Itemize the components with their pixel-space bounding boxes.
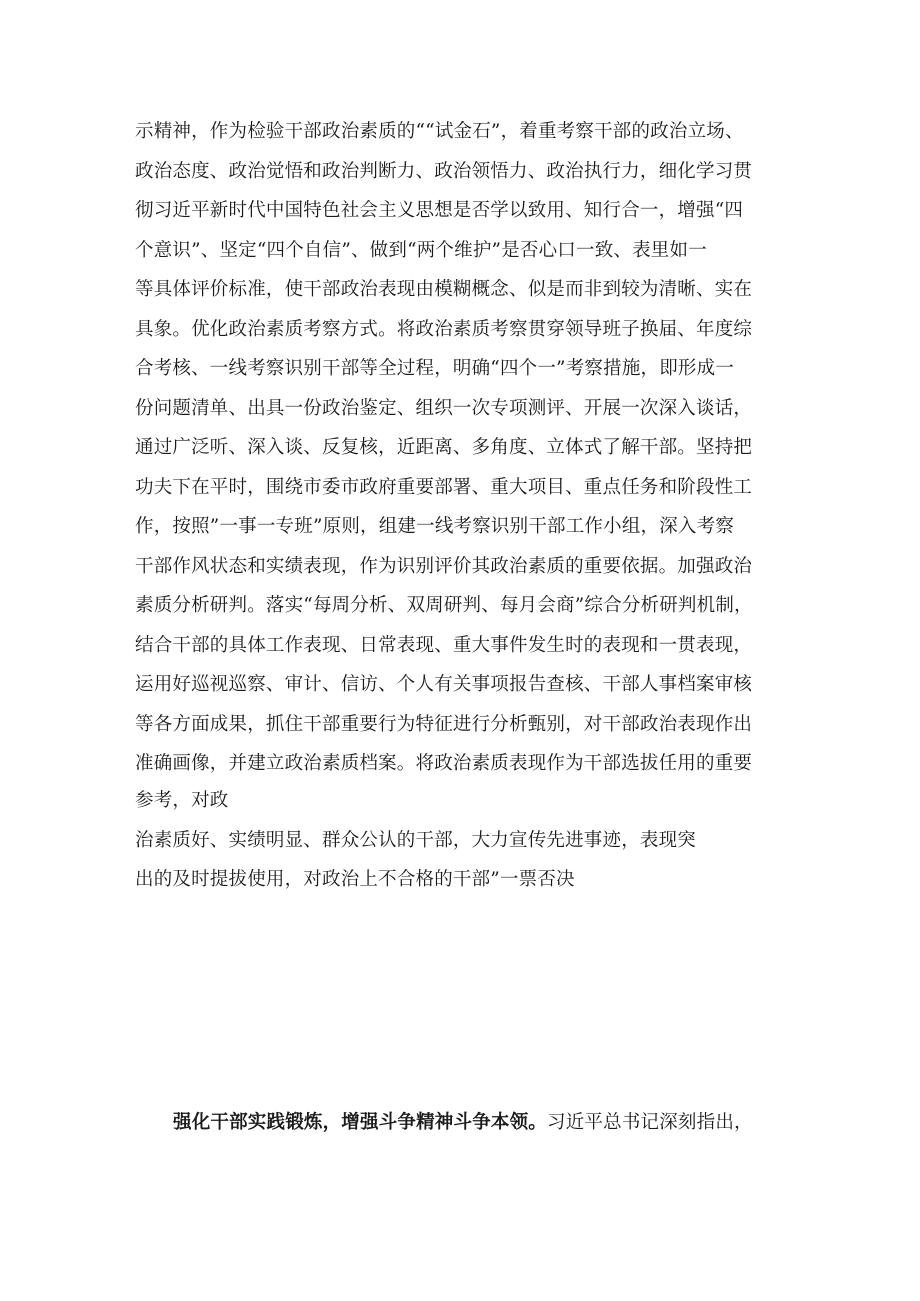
text-line: 个意识”、坚定“四个自信”、做到“两个维护”是否心口一致、表里如一 bbox=[135, 239, 707, 261]
paragraph-heading: 强化干部实践锻炼，增强斗争精神斗争本领。 bbox=[173, 1112, 548, 1133]
paragraph-text: 习近平总书记深刻指出， bbox=[547, 1112, 753, 1133]
text-line: 结合干部的具体工作表现、日常表现、重大事件发生时的表现和一贯表现， bbox=[135, 634, 753, 656]
text-line: 治素质好、实绩明显、群众公认的干部，大力宣传先进事迹，表现突 bbox=[135, 829, 697, 851]
text-line: 等具体评价标准，使干部政治表现由模糊概念、似是而非到较为清晰、实在 bbox=[135, 279, 753, 300]
text-line: 运用好巡视巡察、审计、信访、个人有关事项报告查核、干部人事档案审核 bbox=[135, 674, 753, 695]
text-line: 等各方面成果，抓住干部重要行为特征进行分析甄别，对干部政治表现作出 bbox=[135, 713, 753, 735]
text-line: 彻习近平新时代中国特色社会主义思想是否学以致用、知行合一，增强“四 bbox=[135, 200, 744, 221]
text-line: 准确画像，并建立政治素质档案。将政治素质表现作为干部选拔任用的重要 bbox=[135, 753, 753, 774]
text-line: 具象。优化政治素质考察方式。将政治素质考察贯穿领导班子换届、年度综 bbox=[135, 318, 753, 340]
paragraph-2 bbox=[173, 1103, 863, 1143]
text-line: 政治态度、政治觉悟和政治判断力、政治领悟力、政治执行力，细化学习贯 bbox=[135, 160, 753, 182]
text-line: 素质分析研判。落实“每周分析、双周研判、每月会商”综合分析研判机制， bbox=[135, 595, 753, 616]
paragraph-1 bbox=[135, 112, 825, 900]
text-line: 功夫下在平时，围绕市委市政府重要部署、重大项目、重点任务和阶段性工 bbox=[135, 476, 753, 498]
text-line: 示精神，作为检验干部政治素质的““试金石”，着重考察干部的政治立场、 bbox=[135, 121, 744, 142]
text-line: 参考，对政 bbox=[135, 789, 229, 811]
text-line: 干部作风状态和实绩表现，作为识别评价其政治素质的重要依据。加强政治 bbox=[135, 555, 753, 577]
text-line: 出的及时提拔使用，对政治上不合格的干部”一票否决 bbox=[135, 869, 575, 890]
text-line: 作，按照”一事一专班”原则，组建一线考察识别干部工作小组，深入考察 bbox=[135, 516, 735, 537]
text-line: 份问题清单、出具一份政治鉴定、组织一次专项测评、开展一次深入谈话， bbox=[135, 397, 753, 419]
text-line: 合考核、一线考察识别干部等全过程，明确“四个一”考察措施，即形成一 bbox=[135, 358, 735, 379]
text-line: 通过广泛听、深入谈、反复核，近距离、多角度、立体式了解干部。坚持把 bbox=[135, 437, 753, 458]
